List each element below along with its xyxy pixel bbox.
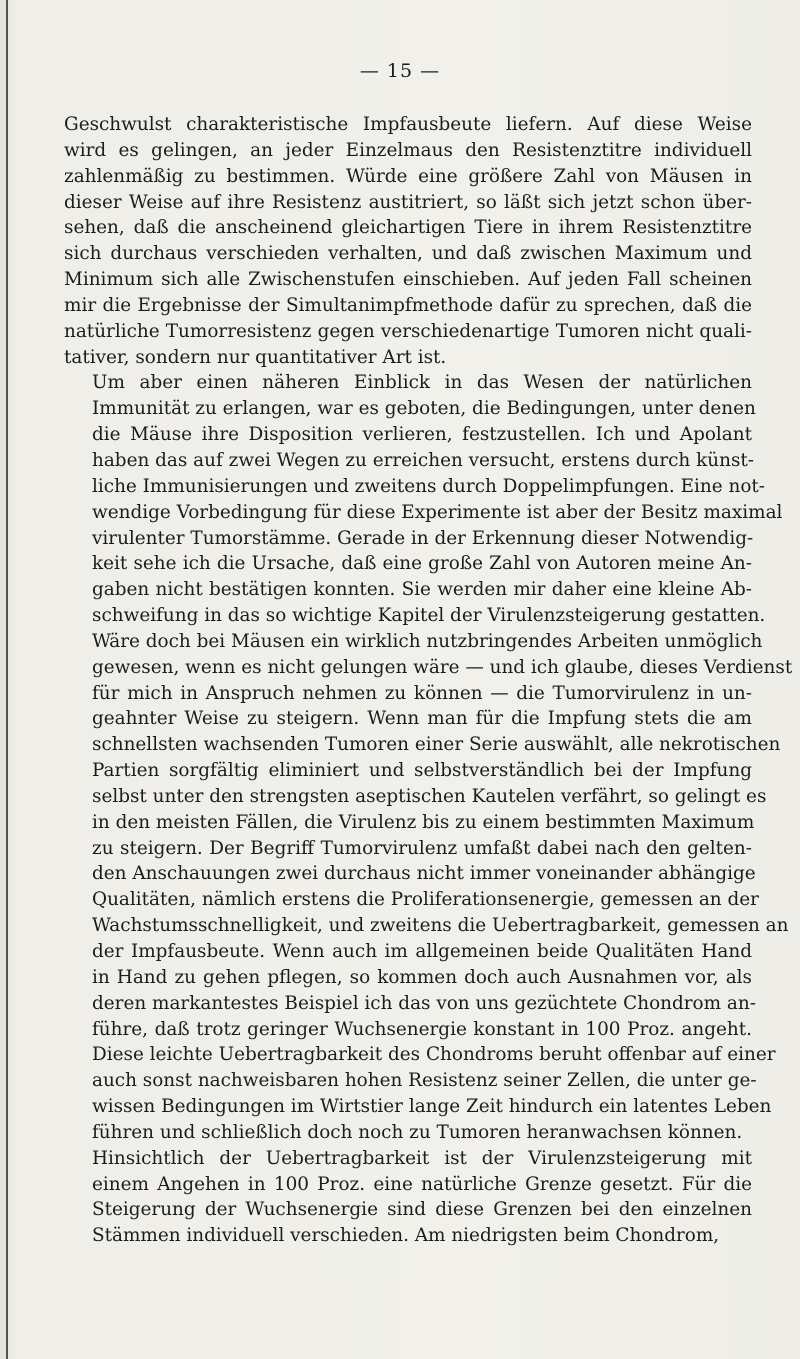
paragraph-3: [64, 1146, 752, 1249]
text-line: Geschwulst charakteristische Impfausbeute liefern. Auf diese Weise: [64, 114, 752, 135]
text-line: wird es gelingen, an jeder Einzelmaus den Resistenztitre individuell: [64, 139, 752, 161]
text-line: geahnter Weise zu steigern. Wenn man für die Impfung stets die am: [92, 708, 752, 730]
text-line: keit sehe ich die Ursache, daß eine große Zahl von Autoren meine An-: [92, 553, 752, 575]
text-line: schweifung in das so wichtige Kapitel der Virulenzsteigerung gestatten.: [92, 605, 766, 627]
text-line: schnellsten wachsenden Tumoren einer Serie auswählt, alle nekrotischen: [92, 734, 781, 756]
text-line: Immunität zu erlangen, war es geboten, die Bedingungen, unter denen: [92, 398, 756, 420]
text-line: Steigerung der Wuchsenergie sind diese Grenzen bei den einzelnen: [92, 1199, 752, 1221]
text-line: zu steigern. Der Begriff Tumorvirulenz umfaßt dabei nach den gelten-: [92, 837, 752, 859]
text-line: Minimum sich alle Zwischenstufen einschieben. Auf jeden Fall scheinen: [64, 269, 752, 291]
text-line: die Mäuse ihre Disposition verlieren, festzustellen. Ich und Apolant: [92, 424, 752, 446]
text-line: Hinsichtlich der Uebertragbarkeit ist der Virulenzsteigerung mit: [92, 1147, 752, 1169]
text-line: gaben nicht bestätigen konnten. Sie werden mir daher eine kleine Ab-: [92, 579, 752, 601]
text-line: der Impfausbeute. Wenn auch im allgemeinen beide Qualitäten Hand: [92, 941, 752, 962]
text-line: tativer, sondern nur quantitativer Art ist.: [64, 346, 447, 368]
text-line: Partien sorgfältig eliminiert und selbstverständlich bei der Impfung: [92, 760, 752, 782]
text-line: Um aber einen näheren Einblick in das Wesen der natürlichen: [92, 372, 752, 394]
paragraph-2: [64, 370, 793, 1145]
page-edge-shadow: [6, 0, 8, 1359]
text-line: dieser Weise auf ihre Resistenz austitriert, so läßt sich jetzt schon über-: [64, 191, 752, 213]
page-number: — 15 —: [359, 60, 441, 82]
text-line: in den meisten Fällen, die Virulenz bis zu einem bestimmten Maximum: [92, 811, 755, 833]
text-line: liche Immunisierungen und zweitens durch Doppelimpfungen. Eine not-: [92, 475, 765, 497]
text-line: Stämmen individuell verschieden. Am niedrigsten beim Chondrom,: [92, 1225, 720, 1247]
text-line: für mich in Anspruch nehmen zu können — die Tumorvirulenz in un-: [92, 682, 752, 704]
body-text: [64, 112, 793, 1249]
text-line: mir die Ergebnisse der Simultanimpfmethode dafür zu sprechen, daß die: [64, 294, 752, 316]
text-line: sehen, daß die anscheinend gleichartigen Tiere in ihrem Resistenztitre: [64, 217, 752, 239]
text-line: einem Angehen in 100 Proz. eine natürliche Grenze gesetzt. Für die: [92, 1173, 752, 1195]
text-line: Wachstumsschnelligkeit, und zweitens die Uebertragbarkeit, gemessen an: [92, 915, 789, 937]
text-line: Qualitäten, nämlich erstens die Proliferationsenergie, gemessen an der: [92, 889, 759, 911]
text-line: haben das auf zwei Wegen zu erreichen versucht, erstens durch künst-: [92, 449, 754, 471]
text-line: deren markantestes Beispiel ich das von uns gezüchtete Chondrom an-: [92, 992, 756, 1014]
text-line: in Hand zu gehen pflegen, so kommen doch auch Ausnahmen vor, als: [92, 966, 752, 988]
text-line: sich durchaus verschieden verhalten, und daß zwischen Maximum und: [64, 243, 752, 265]
paragraph-1: [64, 112, 752, 370]
text-line: selbst unter den strengsten aseptischen Kautelen verfährt, so gelingt es: [92, 785, 767, 807]
text-line: virulenter Tumorstämme. Gerade in der Erkennung dieser Notwendig-: [92, 527, 754, 549]
text-line: auch sonst nachweisbaren hohen Resistenz seiner Zellen, die unter ge-: [92, 1070, 757, 1092]
text-line: führe, daß trotz geringer Wuchsenergie konstant in 100 Proz. angeht.: [92, 1018, 752, 1040]
text-line: wendige Vorbedingung für diese Experimente ist aber der Besitz maximal: [92, 501, 783, 523]
text-line: Diese leichte Uebertragbarkeit des Chondroms beruht offenbar auf einer: [92, 1044, 776, 1066]
text-line: wissen Bedingungen im Wirtstier lange Zeit hindurch ein latentes Leben: [92, 1096, 772, 1118]
text-line: zahlenmäßig zu bestimmen. Würde eine größere Zahl von Mäusen in: [64, 165, 752, 187]
text-line: gewesen, wenn es nicht gelungen wäre — und ich glaube, dieses Verdienst: [92, 656, 793, 678]
text-line: natürliche Tumorresistenz gegen verschiedenartige Tumoren nicht quali-: [64, 320, 752, 342]
text-line: Wäre doch bei Mäusen ein wirklich nutzbringendes Arbeiten unmöglich: [92, 630, 763, 652]
text-line: den Anschauungen zwei durchaus nicht immer voneinander abhängige: [92, 863, 756, 885]
text-line: führen und schließlich doch noch zu Tumoren heranwachsen können.: [92, 1121, 743, 1143]
